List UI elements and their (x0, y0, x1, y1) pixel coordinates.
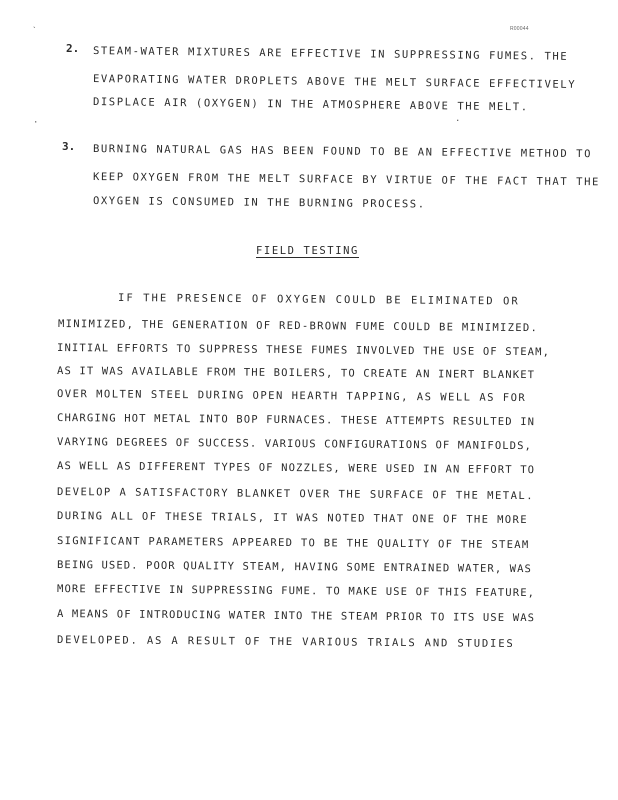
item-2-line-3: DISPLACE AIR (OXYGEN) IN THE ATMOSPHERE ABOVE THE MELT. (92, 96, 529, 114)
item-3-line-2: KEEP OXYGEN FROM THE MELT SURFACE BY VIRTUE OF THE FACT THAT THE (92, 171, 601, 189)
paragraph-line-8: AS WELL AS DIFFERENT TYPES OF NOZZLES, WERE USED IN AN EFFORT TO (56, 460, 536, 477)
paragraph-line-7: VARYING DEGREES OF SUCCESS. VARIOUS CONFIGURATIONS OF MANIFOLDS, (56, 436, 533, 453)
paragraph-line-1: IF THE PRESENCE OF OXYGEN COULD BE ELIMINATED OR (117, 292, 520, 308)
section-heading: FIELD TESTING (256, 245, 359, 257)
item-3-line-3: OXYGEN IS CONSUMED IN THE BURNING PROCESS. (92, 195, 426, 211)
paragraph-line-13: MORE EFFECTIVE IN SUPPRESSING FUME. TO MAKE USE OF THIS FEATURE, (56, 583, 536, 600)
stray-mark: · (33, 118, 39, 128)
paragraph-line-10: DURING ALL OF THESE TRIALS, IT WAS NOTED THAT ONE OF THE MORE (56, 510, 529, 527)
item-2-number: 2. (66, 42, 80, 55)
document-id: R00044 (510, 26, 529, 32)
paragraph-line-9: DEVELOP A SATISFACTORY BLANKET OVER THE SURFACE OF THE METAL. (56, 486, 535, 503)
paragraph-line-5: OVER MOLTEN STEEL DURING OPEN HEARTH TAPPING, AS WELL AS FOR (56, 388, 527, 405)
item-3-line-1: BURNING NATURAL GAS HAS BEEN FOUND TO BE AN EFFECTIVE METHOD TO (92, 143, 593, 161)
item-3-number: 3. (62, 140, 76, 153)
item-2-line-2: EVAPORATING WATER DROPLETS ABOVE THE MELT SURFACE EFFECTIVELY (92, 73, 577, 91)
paragraph-line-12: BEING USED. POOR QUALITY STEAM, HAVING SOME ENTRAINED WATER, WAS (56, 559, 533, 576)
paragraph-line-14: A MEANS OF INTRODUCING WATER INTO THE STEAM PRIOR TO ITS USE WAS (56, 608, 536, 625)
paragraph-line-4: AS IT WAS AVAILABLE FROM THE BOILERS, TO CREATE AN INERT BLANKET (56, 365, 536, 382)
item-2-line-1: STEAM-WATER MIXTURES ARE EFFECTIVE IN SUPPRESSING FUMES. THE (92, 45, 569, 63)
paragraph-line-11: SIGNIFICANT PARAMETERS APPEARED TO BE THE QUALITY OF THE STEAM (56, 535, 530, 552)
paragraph-line-6: CHARGING HOT METAL INTO BOP FURNACES. THESE ATTEMPTS RESULTED IN (56, 412, 536, 429)
paragraph-line-15: DEVELOPED. AS A RESULT OF THE VARIOUS TRIALS AND STUDIES (56, 634, 515, 650)
stray-mark: . (455, 114, 461, 124)
paragraph-line-2: MINIMIZED, THE GENERATION OF RED-BROWN FUME COULD BE MINIMIZED. (57, 318, 539, 335)
paragraph-line-3: INITIAL EFFORTS TO SUPPRESS THESE FUMES INVOLVED THE USE OF STEAM, (56, 342, 551, 359)
scan-mark: ` (33, 26, 36, 35)
